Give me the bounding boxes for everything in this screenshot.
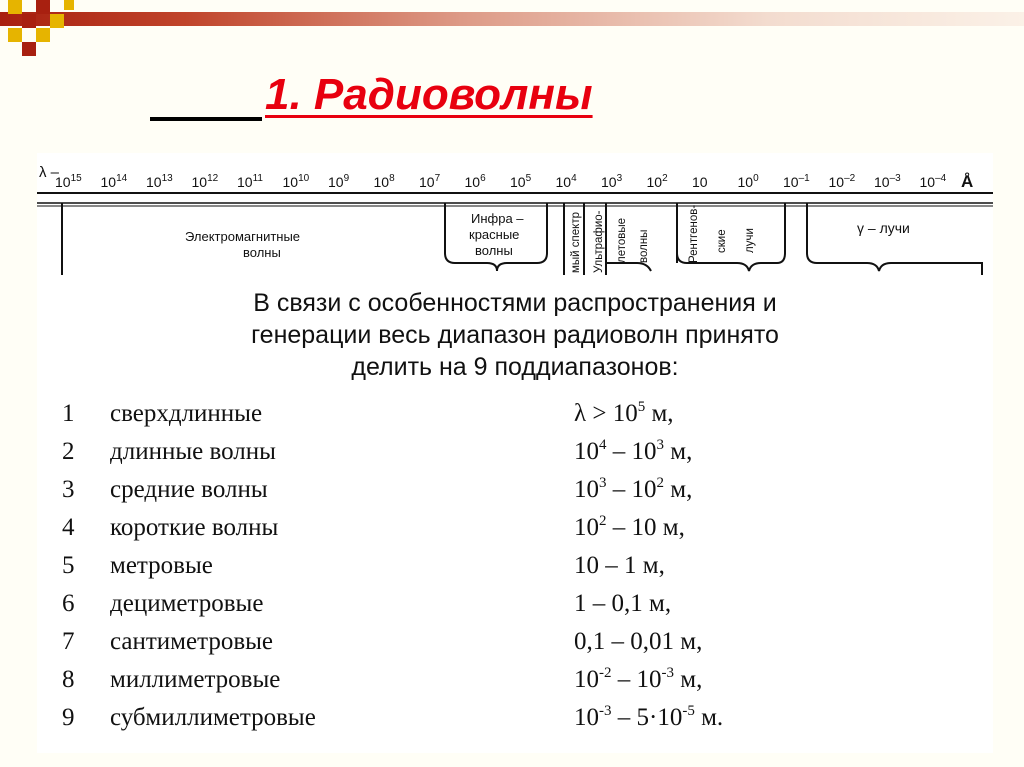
subband-name: средние волны [110, 476, 268, 503]
label-uv-line3: волны [638, 229, 650, 263]
label-uv-line1: Ультрафио- [593, 210, 605, 273]
subband-name: длинные волны [110, 438, 276, 465]
label-xray-line1: Рентгенов- [688, 204, 700, 263]
subband-range: $10^{-3} - 5\cdot 10^{-5}$ м. [574, 703, 724, 731]
label-em-line2: волны [243, 245, 281, 260]
subband-name: метровые [110, 552, 213, 579]
subband-number: 4 [62, 514, 75, 541]
subband-row [62, 552, 962, 590]
subband-number: 8 [62, 666, 75, 693]
subband-number: 2 [62, 438, 75, 465]
subband-row [62, 476, 962, 514]
tick-label: $10^3$ [601, 173, 623, 190]
subband-range: 0,1 – 0,01 м, [574, 628, 703, 655]
label-visible: мый спектр [570, 212, 582, 273]
subband-row [62, 400, 962, 438]
label-ir-line1: Инфра – [471, 211, 524, 226]
tick-label: $10^9$ [328, 173, 350, 190]
tick-label: $10^{-4}$ [919, 173, 947, 190]
label-xray-line2: ские [716, 229, 728, 253]
subband-number: 3 [62, 476, 75, 503]
tick-label: $10^{13}$ [146, 173, 173, 190]
intro-line-3: делить на 9 поддиапазонов: [351, 353, 679, 381]
subband-number: 6 [62, 590, 75, 617]
tick-label: $10^2$ [646, 173, 668, 190]
subband-row [62, 438, 962, 476]
label-xray-line3: лучи [744, 228, 756, 253]
subband-row [62, 628, 962, 666]
tick-label: $10^{15}$ [55, 173, 82, 190]
label-ir-line3: волны [475, 243, 513, 258]
tick-label: $10^{12}$ [191, 173, 219, 190]
tick-label: $10^7$ [419, 173, 441, 190]
subband-range: 1 – 0,1 м, [574, 590, 672, 617]
subband-range: 10 – 1 м, [574, 552, 665, 579]
label-uv-line2: летовые [616, 217, 628, 263]
subband-number: 1 [62, 400, 75, 427]
tick-label: $10^5$ [510, 173, 532, 190]
em-spectrum-diagram [37, 153, 993, 278]
subband-number: 9 [62, 704, 75, 731]
tick-label: 10 [692, 174, 708, 190]
tick-label: $10^0$ [737, 173, 759, 190]
tick-label: $10^4$ [555, 173, 577, 190]
tick-label: $10^{14}$ [100, 173, 128, 190]
intro-line-2: генерации весь диапазон радиоволн принято [251, 321, 779, 349]
tick-label: $10^{-3}$ [874, 173, 901, 190]
label-gamma: γ – лучи [857, 220, 910, 236]
subband-row [62, 666, 962, 704]
subband-name: сантиметровые [110, 628, 274, 655]
subband-number: 5 [62, 552, 75, 579]
tick-label: $10^6$ [464, 173, 486, 190]
tick-label: $10^{10}$ [282, 173, 310, 190]
angstrom-symbol: Å [961, 172, 974, 191]
subband-range: $10^{-2} - 10^{-3}$ м, [574, 665, 703, 693]
tick-label: $10^{11}$ [237, 173, 263, 190]
subband-name: сверхдлинные [110, 400, 263, 427]
header-gradient-band [0, 12, 1024, 26]
subband-row [62, 704, 962, 742]
subband-row [62, 514, 962, 552]
tick-label: $10^8$ [373, 173, 395, 190]
intro-line-1: В связи с особенностями распространения и [253, 289, 777, 317]
subband-range: $\lambda > 10^5$ м, [574, 399, 674, 427]
tick-label: $10^{-2}$ [828, 173, 856, 190]
subband-row [62, 590, 962, 628]
lambda-symbol: λ – [39, 164, 60, 181]
subband-name: миллиметровые [110, 666, 281, 693]
subband-name: дециметровые [110, 590, 264, 617]
subband-name: субмиллиметровые [110, 704, 316, 731]
title-leading-underline [150, 117, 262, 121]
intro-paragraph [37, 287, 993, 383]
label-ir-line2: красные [469, 227, 520, 242]
label-em-line1: Электромагнитные [185, 229, 301, 244]
subband-name: короткие волны [110, 514, 279, 541]
subband-range: $10^2 - 10$ м, [574, 513, 685, 541]
subband-range: $10^3 - 10^2$ м, [574, 475, 693, 503]
page-title: 1. Радиоволны [265, 70, 593, 119]
subband-range: $10^4 - 10^3$ м, [574, 437, 693, 465]
tick-label: $10^{-1}$ [783, 173, 810, 190]
subband-number: 7 [62, 628, 75, 655]
